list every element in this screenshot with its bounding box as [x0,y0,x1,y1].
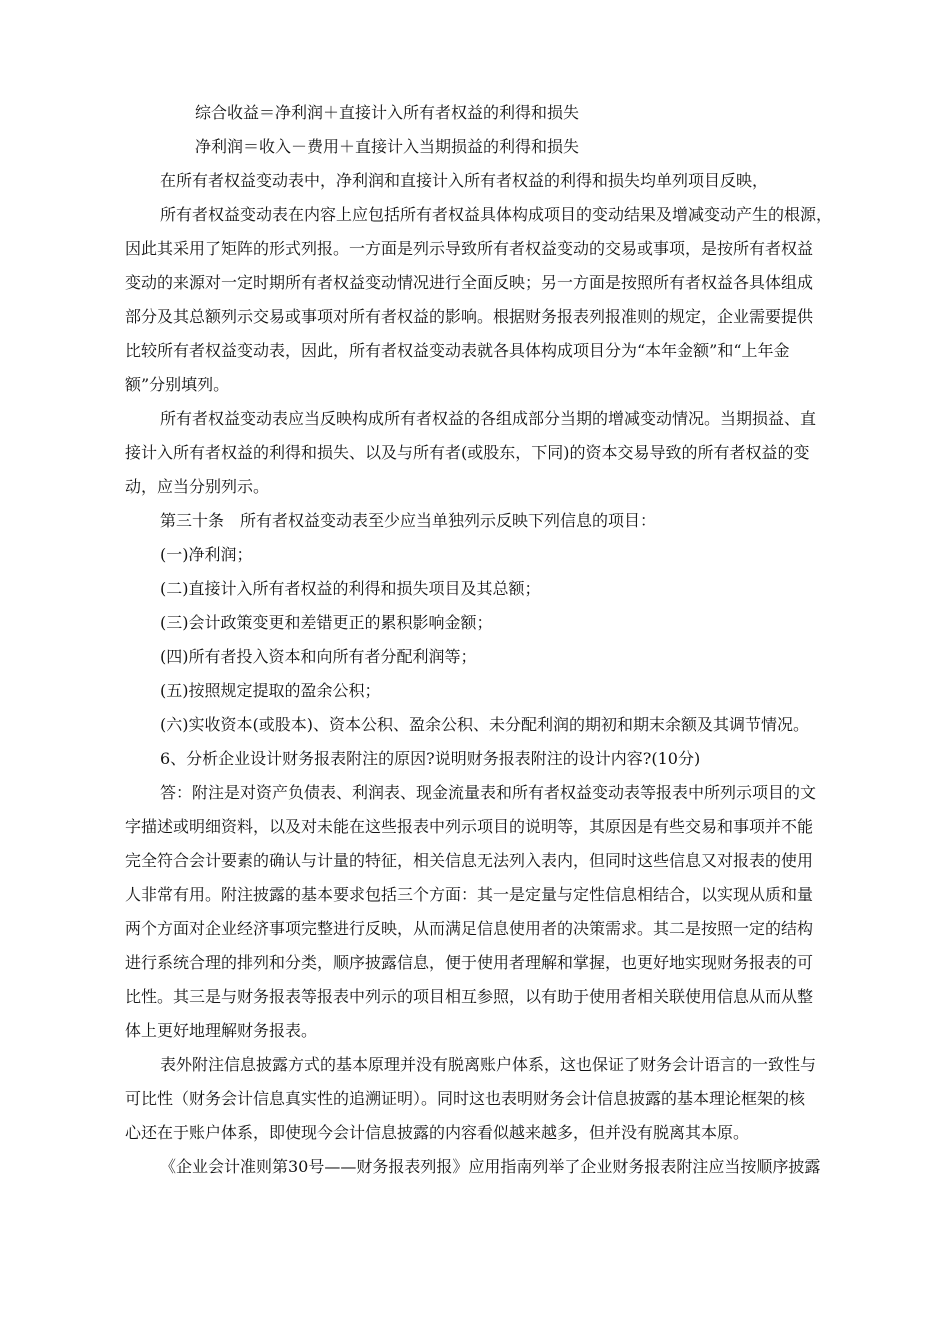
formula-net-profit: 净利润＝收入－费用＋直接计入当期损益的利得和损失 [195,137,580,156]
answer-line: 两个方面对企业经济事项完整进行反映，从而满足信息使用者的决策需求。其二是按照一定的结构 [125,919,814,938]
paragraph-line: 在所有者权益变动表中，净利润和直接计入所有者权益的利得和损失均单列项目反映， [160,171,769,190]
question-heading: 6、分析企业设计财务报表附注的原因?说明财务报表附注的设计内容?(10分) [160,749,701,768]
formula-comprehensive-income: 综合收益＝净利润＋直接计入所有者权益的利得和损失 [195,103,580,122]
article-heading: 第三十条 所有者权益变动表至少应当单独列示反映下列信息的项目： [160,511,657,530]
answer-line: 完全符合会计要素的确认与计量的特征，相关信息无法列入表内，但同时这些信息又对报表的使用 [125,851,814,870]
paragraph-line: 部分及其总额列示交易或事项对所有者权益的影响。根据财务报表列报准则的规定，企业需要提供 [125,307,814,326]
paragraph-line: 因此其采用了矩阵的形式列报。一方面是列示导致所有者权益变动的交易或事项，是按所有者权益 [125,239,814,258]
list-item: (一)净利润； [160,545,253,564]
answer-line: 进行系统合理的排列和分类，顺序披露信息，便于使用者理解和掌握，也更好地实现财务报表的可 [125,953,814,972]
answer-line: 比性。其三是与财务报表等报表中列示的项目相互参照，以有助于使用者相关联使用信息从而从整 [125,987,814,1006]
list-item: (六)实收资本(或股本)、资本公积、盈余公积、未分配利润的期初和期末余额及其调节情况。 [160,715,809,734]
paragraph-line: 变动的来源对一定时期所有者权益变动情况进行全面反映；另一方面是按照所有者权益各具体组成 [125,273,814,292]
paragraph-line: 动，应当分别列示。 [125,477,270,496]
list-item: (三)会计政策变更和差错更正的累积影响金额； [160,613,493,632]
answer-line: 答：附注是对资产负债表、利润表、现金流量表和所有者权益变动表等报表中所列示项目的文 [160,783,817,802]
paragraph-line: 所有者权益变动表在内容上应包括所有者权益具体构成项目的变动结果及增减变动产生的根源， [160,205,833,224]
paragraph-line: 额”分别填列。 [125,375,230,394]
paragraph-line: 心还在于账户体系，即使现今会计信息披露的内容看似越来越多，但并没有脱离其本原。 [125,1123,750,1142]
paragraph-line: 表外附注信息披露方式的基本原理并没有脱离账户体系，这也保证了财务会计语言的一致性与 [160,1055,817,1074]
paragraph-line: 接计入所有者权益的利得和损失、以及与所有者(或股东，下同)的资本交易导致的所有者权益的变 [125,443,810,462]
list-item: (四)所有者投入资本和向所有者分配利润等； [160,647,477,666]
answer-line: 人非常有用。附注披露的基本要求包括三个方面：其一是定量与定性信息相结合，以实现从质和量 [125,885,814,904]
answer-line: 字描述或明细资料，以及对未能在这些报表中列示项目的说明等，其原因是有些交易和事项并不能 [125,817,814,836]
list-item: (五)按照规定提取的盈余公积； [160,681,381,700]
paragraph-line: 所有者权益变动表应当反映构成所有者权益的各组成部分当期的增减变动情况。当期损益、直 [160,409,817,428]
answer-line: 体上更好地理解财务报表。 [125,1021,318,1040]
list-item: (二)直接计入所有者权益的利得和损失项目及其总额； [160,579,541,598]
paragraph-line: 比较所有者权益变动表，因此，所有者权益变动表就各具体构成项目分为“本年金额”和“上年金 [125,341,790,360]
paragraph-line: 《企业会计准则第30号——财务报表列报》应用指南列举了企业财务报表附注应当按顺序披露 [160,1157,821,1176]
paragraph-line: 可比性（财务会计信息真实性的追溯证明）。同时这也表明财务会计信息披露的基本理论框架的核 [125,1089,806,1108]
